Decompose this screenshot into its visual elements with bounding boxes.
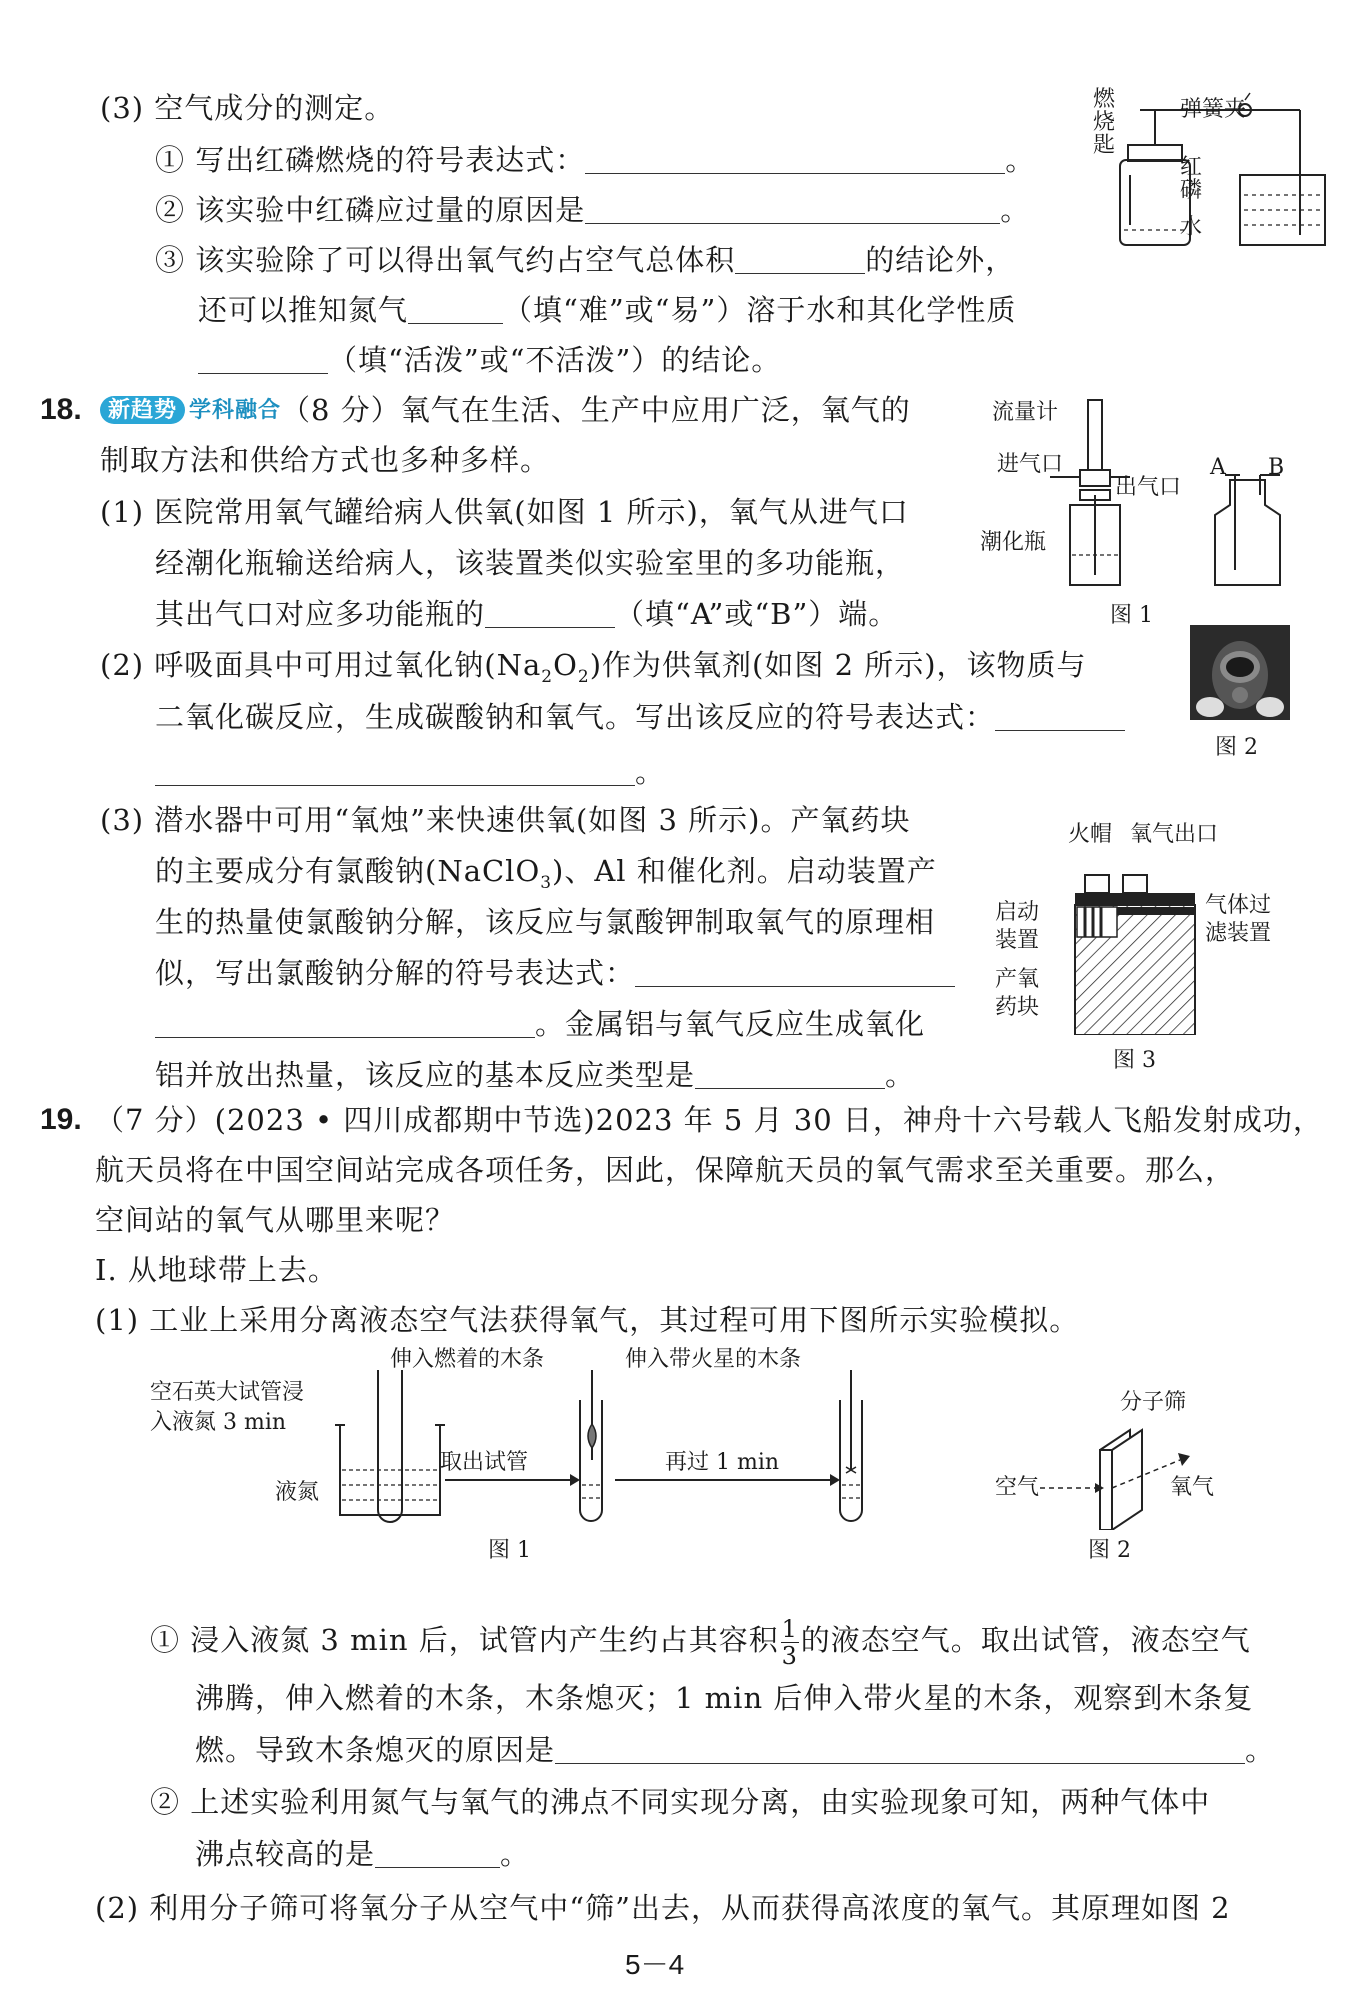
subscript: 2 [577, 666, 590, 687]
q19-item2-line2 [195, 1834, 530, 1874]
answer-blank[interactable] [555, 1733, 1245, 1764]
period: 。 [1245, 1733, 1276, 1767]
q18-p3-line1: (3) 潜水器中可用“氧烛”来快速供氧(如图 3 所示)。产氧药块 [100, 803, 911, 837]
answer-blank[interactable] [375, 1837, 500, 1868]
label-quartz-tube-2: 入液氮 3 min [150, 1410, 287, 1435]
numerator: 1 [781, 1614, 798, 1643]
q18-p1-line2: 经潮化瓶输送给病人，该装置类似实验室里的多功能瓶， [155, 546, 906, 580]
label-oxygen: 氧气 [1170, 1475, 1215, 1500]
figure3-caption: 图 3 [1113, 1048, 1156, 1073]
answer-blank[interactable] [485, 597, 615, 628]
q18-p3-line6 [155, 1055, 915, 1095]
label-red-2: 磷 [1180, 178, 1203, 203]
subscript: 2 [541, 666, 554, 687]
q18-p3-line2 [155, 851, 937, 903]
label-fire-cap: 火帽 [1068, 822, 1113, 847]
label-spoon-2: 烧 [1093, 110, 1116, 135]
q19-intro-line2: 航天员将在中国空间站完成各项任务，因此，保障航天员的氧气需求至关重要。那么， [95, 1153, 1236, 1187]
label-molecular-sieve: 分子筛 [1120, 1390, 1187, 1415]
q17-item2-text: ② 该实验中红磷应过量的原因是 [155, 193, 586, 227]
page-number: 5－4 [625, 1949, 685, 1980]
label-glowing-stick: 伸入带火星的木条 [625, 1347, 802, 1372]
label-spoon-1: 燃 [1093, 87, 1116, 112]
text: 的液态空气。取出试管，液态空气 [800, 1623, 1251, 1657]
q17-item3-text: ③ 该实验除了可以得出氧气约占空气总体积 [155, 243, 736, 277]
label-start-1: 启动 [995, 900, 1040, 925]
label-filter-1: 气体过 [1205, 893, 1272, 918]
q18-p2-line3 [155, 752, 665, 792]
text: O [553, 648, 578, 682]
q17-item1-text: ① 写出红磷燃烧的符号表达式： [155, 143, 586, 177]
q18-p1-line3 [155, 594, 898, 634]
q17-item1 [155, 140, 1035, 180]
q18-p3-text: 似，写出氯酸钠分解的符号表达式： [155, 956, 636, 990]
q17-item3-line3 [198, 340, 781, 380]
q18-intro-line1 [100, 390, 911, 430]
label-block-1: 产氧 [995, 967, 1040, 992]
q18-p1-line1: (1) 医院常用氧气罐给病人供氧(如图 1 所示)，氧气从进气口 [100, 495, 909, 529]
q19-p2: (2) 利用分子筛可将氧分子从空气中“筛”出去，从而获得高浓度的氧气。其原理如图 2 [95, 1891, 1231, 1925]
q19-intro-line1: （7 分）(2023 • 四川成都期中节选)2023 年 5 月 30 日，神舟十六号载人飞船发射成功， [95, 1103, 1323, 1137]
answer-blank[interactable] [155, 755, 635, 786]
label-spring-clip: 弹簧夹 [1180, 97, 1247, 122]
q18-p3-text3: 铝并放出热量，该反应的基本反应类型是 [155, 1058, 696, 1092]
text: (2) 呼吸面具中可用过氧化钠(Na [100, 648, 542, 682]
gas-mask-photo [1190, 625, 1290, 720]
q19-section1: Ⅰ. 从地球带上去。 [95, 1253, 338, 1287]
label-flowmeter: 流量计 [992, 400, 1059, 425]
q19-figure1-experiment [330, 1370, 900, 1525]
q19-figure2-caption: 图 2 [1088, 1538, 1131, 1563]
question-number-19: 19. [40, 1103, 82, 1136]
label-burning-stick: 伸入燃着的木条 [390, 1347, 545, 1372]
label-start-2: 装置 [995, 928, 1040, 953]
q17-item2 [155, 190, 1030, 230]
answer-blank[interactable] [198, 343, 328, 374]
answer-blank[interactable] [408, 293, 503, 324]
q19-p1: (1) 工业上采用分离液态空气法获得氧气，其过程可用下图所示实验模拟。 [95, 1303, 1080, 1337]
period: 。 [1000, 193, 1031, 227]
label-wait-1min: 再过 1 min [665, 1450, 780, 1475]
label-air: 空气 [995, 1475, 1040, 1500]
new-trend-tag: 新趋势 [100, 396, 185, 424]
label-liquid-nitrogen: 液氮 [275, 1480, 320, 1505]
label-take-out-tube: 取出试管 [440, 1450, 529, 1475]
label-A: A [1210, 455, 1226, 480]
fraction-one-third [781, 1616, 799, 1669]
q18-p2-line1 [100, 645, 1087, 697]
figure2-caption: 图 2 [1215, 735, 1258, 760]
q17-item3-text2: 的结论外， [865, 243, 1016, 277]
q18-p3-line3: 生的热量使氯酸钠分解，该反应与氯酸钾制取氧气的原理相 [155, 905, 936, 939]
label-humidifier: 潮化瓶 [980, 530, 1047, 555]
q19-intro-line3: 空间站的氧气从哪里来呢？ [95, 1203, 456, 1237]
period: 。 [885, 1058, 916, 1092]
text: 沸点较高的是 [195, 1837, 376, 1871]
denominator: 3 [781, 1641, 798, 1670]
label-oxygen-outlet: 氧气出口 [1130, 822, 1219, 847]
q18-intro-text: （8 分）氧气在生活、生产中应用广泛，氧气的 [281, 393, 911, 427]
question-number-18: 18. [40, 393, 82, 426]
q18-p2-text: 二氧化碳反应，生成碳酸钠和氧气。写出该反应的符号表达式： [155, 700, 996, 734]
period: 。 [1005, 143, 1036, 177]
q18-p3-line5 [155, 1004, 925, 1044]
q17-item3-text4: （填“难”或“易”）溶于水和其化学性质 [503, 293, 1017, 327]
q19-item2-line1: ② 上述实验利用氮气与氧气的沸点不同实现分离，由实验现象可知，两种气体中 [150, 1785, 1211, 1819]
q18-p2-line2 [155, 697, 1125, 737]
q18-p3-text2: 。金属铝与氧气反应生成氧化 [535, 1007, 926, 1041]
answer-blank[interactable] [995, 700, 1125, 731]
text: 燃。导致木条熄灭的原因是 [195, 1733, 556, 1767]
period: 。 [635, 755, 666, 789]
label-inlet: 进气口 [997, 452, 1064, 477]
label-B: B [1268, 455, 1285, 480]
figure1-caption: 图 1 [1110, 603, 1153, 628]
period: 。 [500, 1837, 531, 1871]
q17-part3-title: (3) 空气成分的测定。 [100, 91, 395, 125]
q19-item1-line2: 沸腾，伸入燃着的木条，木条熄灭；1 min 后伸入带火星的木条，观察到木条复 [195, 1681, 1254, 1715]
text: )作为供氧剂(如图 2 所示)，该物质与 [589, 648, 1087, 682]
q19-item1-line1 [150, 1610, 1251, 1670]
q19-item1-line3 [195, 1730, 1275, 1770]
q18-figure3-oxygen-candle [1065, 855, 1200, 1035]
q18-intro-line2: 制取方法和供给方式也多种多样。 [100, 443, 551, 477]
q19-figure1-caption: 图 1 [488, 1538, 531, 1563]
label-quartz-tube-1: 空石英大试管浸 [150, 1380, 305, 1405]
text: )、Al 和催化剂。启动装置产 [552, 854, 937, 888]
label-block-2: 药块 [995, 995, 1040, 1020]
q18-p1-text: 其出气口对应多功能瓶的 [155, 597, 486, 631]
subscript: 3 [540, 872, 553, 893]
label-outlet: 出气口 [1115, 475, 1182, 500]
q17-item3-text3: 还可以推知氮气 [198, 293, 409, 327]
text: ① 浸入液氮 3 min 后，试管内产生约占其容积 [150, 1623, 779, 1657]
q17-item3-line1 [155, 240, 1015, 280]
q17-item3-text5: （填“活泼”或“不活泼”）的结论。 [328, 343, 782, 377]
label-filter-2: 滤装置 [1205, 921, 1272, 946]
answer-blank[interactable] [735, 243, 865, 274]
text: 的主要成分有氯酸钠(NaClO [155, 854, 541, 888]
label-water: 水 [1180, 215, 1203, 240]
q18-p1-text2: （填“A”或“B”）端。 [615, 597, 899, 631]
answer-blank[interactable] [635, 956, 955, 987]
q18-p3-line4 [155, 953, 955, 993]
q17-item3-line2 [198, 290, 1016, 330]
answer-blank[interactable] [155, 1007, 535, 1038]
label-red-1: 红 [1180, 155, 1203, 180]
answer-blank[interactable] [695, 1058, 885, 1089]
answer-blank[interactable] [585, 193, 1000, 224]
answer-blank[interactable] [585, 143, 1005, 174]
subject-tag: 学科融合 [189, 397, 282, 422]
label-spoon-3: 匙 [1093, 133, 1116, 158]
